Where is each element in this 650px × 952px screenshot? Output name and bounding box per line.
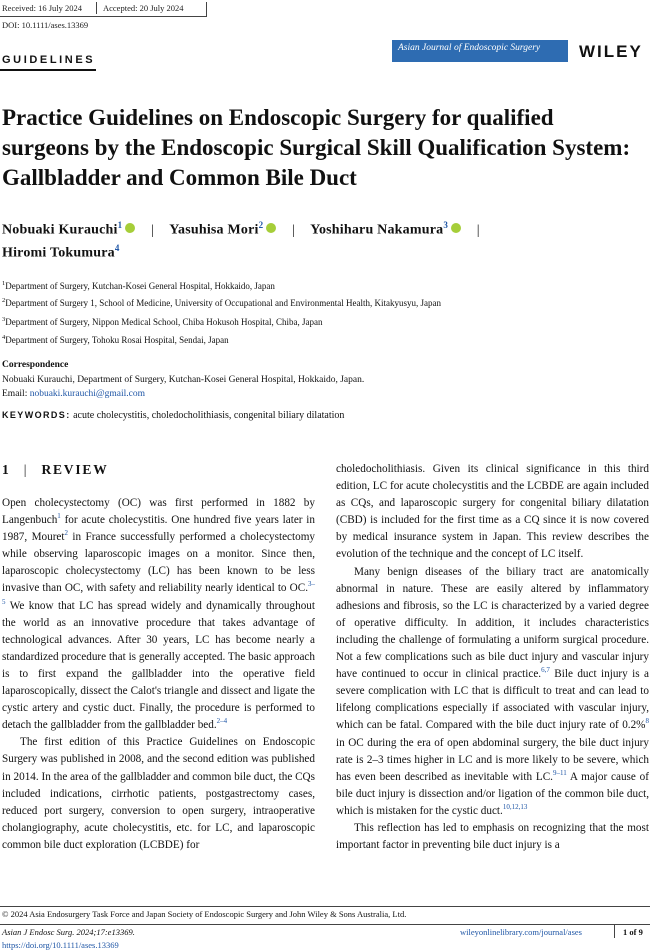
author-list <box>2 220 492 239</box>
orcid-icon[interactable] <box>125 223 135 233</box>
header-divider <box>96 2 97 14</box>
section-heading <box>2 462 109 478</box>
orcid-icon[interactable] <box>451 223 461 233</box>
affiliation-number: 1 <box>2 280 6 287</box>
affiliation <box>2 295 441 309</box>
received-date: Received: 16 July 2024 <box>2 3 83 13</box>
affiliation-text: Department of Surgery 1, School of Medicine, University of Occupational and Environmental Health, Kitakyusyu, Japan <box>5 298 441 308</box>
article-type: GUIDELINES <box>2 54 96 66</box>
footer-rule <box>0 924 650 925</box>
affiliation <box>2 278 275 292</box>
article-type-rule <box>0 69 96 71</box>
section-number: 1 <box>2 462 11 477</box>
correspondence-email-line <box>2 388 145 401</box>
affiliation <box>2 314 322 328</box>
footer-divider <box>614 925 615 938</box>
author-name: Yasuhisa Mori <box>169 222 259 238</box>
author-separator: | <box>476 222 480 238</box>
body-paragraph: Open cholecystectomy (OC) was first performed in 1882 by Langenbuch$^1$ for acute cholecystitis. One hundred five years later in 1987, Mouret$^2$ in France successfully performed a cholecystectomy while observing laparoscopic images on a monitor. Since then, laparoscopic cholecystectomy (LC) has been known to be less invasive than OC, with safety and reliability nearly identical to OC.$^{3-5}$ We know that LC has spread widely and dynamically throughout the world as an innovative procedure that takes advantage of technological advances. After 30 years, LC has become nearly a standardized procedure that is generally accepted. The basic approach is to first expand the gallbladder into the operative field laparoscopically, dissect the Calot's triangle and dissect and ligate the cystic artery and cystic duct. Finally, the procedure is performed to detach the gallbladder from the gallbladder bed.$^{2-4}$ <box>2 497 315 732</box>
section-title: REVIEW <box>41 462 109 477</box>
author-affil-ref[interactable]: 3 <box>443 220 449 230</box>
body-column-left <box>2 495 315 854</box>
affiliation-number: 3 <box>2 316 6 323</box>
author-affil-ref[interactable]: 2 <box>258 220 264 230</box>
page-number: 1 of 9 <box>623 927 643 937</box>
journal-banner-title: Asian Journal of Endoscopic Surgery <box>398 43 541 53</box>
correspondence-text: Nobuaki Kurauchi, Department of Surgery, Kutchan-Kosei General Hospital, Hokkaido, Japan. <box>2 375 365 385</box>
header-divider <box>206 2 207 17</box>
affiliation-number: 2 <box>2 297 6 304</box>
affiliation-number: 4 <box>2 334 6 341</box>
author-name: Nobuaki Kurauchi <box>2 222 118 238</box>
orcid-icon[interactable] <box>266 223 276 233</box>
keywords-label: KEYWORDS: <box>2 410 71 420</box>
affiliation-text: Department of Surgery, Kutchan-Kosei General Hospital, Hokkaido, Japan <box>5 281 275 291</box>
email-label: Email: <box>2 389 28 399</box>
affiliation-text: Department of Surgery, Nippon Medical School, Chiba Hokusoh Hospital, Chiba, Japan <box>5 317 323 327</box>
accepted-date: Accepted: 20 July 2024 <box>103 3 184 13</box>
keywords-text: acute cholecystitis, choledocholithiasis, congenital biliary dilatation <box>73 410 345 421</box>
body-paragraph: The first edition of this Practice Guidelines on Endoscopic Surgery was published in 2008, and the second edition was published in 2014. In the area of the gallbladder and common bile duct, the CQs included indications, cirrhotic patients, postgastrectomy cases, reduced port surgery, conversion to open surgery, intraoperative cholangiography, acute cholecystitis, etc. for LC, and laparoscopic common bile duct exploration (LCBDE) for <box>2 736 315 851</box>
journal-banner <box>392 40 568 62</box>
author-affil-ref[interactable]: 4 <box>114 243 120 253</box>
body-column-right <box>336 461 649 854</box>
journal-url[interactable]: wileyonlinelibrary.com/journal/ases <box>460 927 582 937</box>
article-title: Practice Guidelines on Endoscopic Surgery for qualified surgeons by the Endoscopic Surgical Skill Qualification System: Gallbladder and Common Bile Duct <box>2 105 631 190</box>
author-separator: | <box>291 222 295 238</box>
doi: DOI: 10.1111/ases.13369 <box>2 20 89 30</box>
author-affil-ref[interactable]: 1 <box>117 220 123 230</box>
correspondence-heading: Correspondence <box>2 360 69 370</box>
keywords <box>2 410 344 421</box>
body-paragraph: This reflection has led to emphasis on recognizing that the most important factor in preventing bile duct injury is a <box>336 821 649 852</box>
publisher-logo: WILEY <box>579 42 643 61</box>
author-name: Hiromi Tokumura <box>2 245 115 261</box>
doi-link[interactable]: https://doi.org/10.1111/ases.13369 <box>2 940 119 950</box>
email-link[interactable]: nobuaki.kurauchi@gmail.com <box>29 389 146 399</box>
copyright: © 2024 Asia Endosurgery Task Force and Japan Society of Endoscopic Surgery and John Wiley & Sons Australia, Ltd. <box>2 909 407 919</box>
footer-rule <box>0 906 650 907</box>
affiliation <box>2 332 229 346</box>
citation: Asian J Endosc Surg. 2024;17:e13369. <box>2 927 135 937</box>
body-paragraph: choledocholithiasis. Given its clinical significance in this third edition, LC for acute cholecystitis and the LCBDE are again included as CQs, and laparoscopic surgery for congenital biliary dilatation (CBD) is included for the first time as a CQ since it is now covered by medical insurance system in Japan. This review describes the evolution of the technique and the concept of LC itself. <box>336 463 649 561</box>
section-separator: | <box>23 462 29 477</box>
author-list-line-2 <box>2 243 120 262</box>
body-paragraph: Many benign diseases of the biliary tract are anatomically abnormal in nature. These are easily altered by inflammatory adhesions and fibrosis, so the LC is characterized by a varied degree of operative difficulty. In addition, it includes characteristics including the challenge of formulating a uniform surgical procedure. Not a few complications such as bile duct injury and vascular injury have continued to occur in clinical practice.$^{6,7}$ Bile duct injury is a severe complication with LC that is difficult to treat and can lead to lifelong complications especially if associated with vascular injury, which can be fatal. Compared with the bile duct injury rate of 0.2%$^8$ in OC during the era of open abdominal surgery, the bile duct injury rate is 2–3 times higher in LC and is more likely to be severe, which has even been described as inevitable with LC.$^{9-11}$ A major cause of bile duct injury is dissection and/or ligation of the common bile duct, which is mistaken for the cystic duct.$^{10,12,13}$ <box>336 565 649 817</box>
header-rule <box>0 16 206 17</box>
author-name: Yoshiharu Nakamura <box>310 222 444 238</box>
author-separator: | <box>151 222 155 238</box>
affiliation-text: Department of Surgery, Tohoku Rosai Hospital, Sendai, Japan <box>5 335 229 345</box>
